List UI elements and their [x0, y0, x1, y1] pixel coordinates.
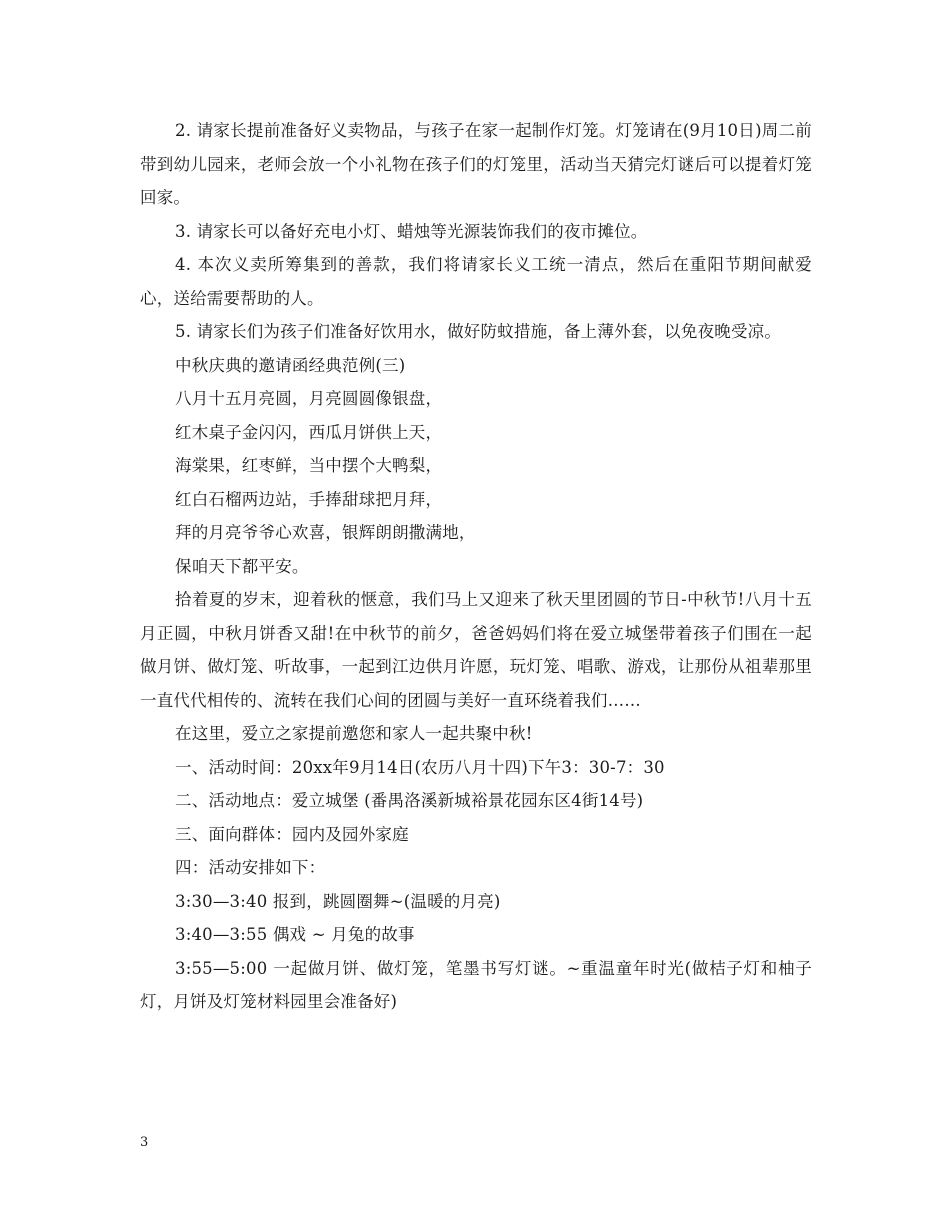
poem-line: 红木桌子金闪闪，西瓜月饼供上天， [175, 422, 443, 442]
schedule-heading: 四：活动安排如下： [175, 858, 326, 877]
poem-line: 拜的月亮爷爷心欢喜，银辉朗朗撒满地， [175, 523, 476, 542]
page-number: 3 [140, 1135, 149, 1150]
paragraph-item-5: 5. 请家长们为孩子们准备好饮用水，做好防蚊措施，备上薄外套，以免夜晚受凉。 [175, 322, 782, 341]
event-time: 一、活动时间：20xx年9月14日(农历八月十四)下午3：30-7：30 [175, 757, 665, 777]
poem-line: 红白石榴两边站，手捧甜球把月拜， [175, 489, 443, 509]
poem-line: 海棠果，红枣鲜，当中摆个大鸭梨， [175, 456, 443, 475]
intro-paragraph: 拾着夏的岁末，迎着秋的惬意，我们马上又迎来了秋天里团圆的节日-中秋节!八月十五月正圆，中秋月饼香又甜!在中秋节的前夕，爸爸妈妈们将在爱立城堡带着孩子们围在一起做月饼、做灯笼、听故事，一起到江边供月许愿，玩灯笼、唱歌、游戏，让那份从祖辈那里一直代代相传的、流转在我们心间的团圆与美好一直环绕着我们…… [140, 590, 812, 710]
event-location: 二、活动地点：爱立城堡 (番禺洛溪新城裕景花园东区4街14号) [175, 791, 644, 810]
schedule-item: 3:55—5:00 一起做月饼、做灯笼，笔墨书写灯谜。~重温童年时光(做桔子灯和柚子灯，月饼及灯笼材料园里会准备好) [140, 958, 812, 1011]
section-heading: 中秋庆典的邀请函经典范例(三) [175, 355, 406, 375]
paragraph-item-3: 3. 请家长可以备好充电小灯、蜡烛等光源装饰我们的夜市摊位。 [175, 221, 648, 241]
paragraph-item-2: 2. 请家长提前准备好义卖物品，与孩子在家一起制作灯笼。灯笼请在(9月10日)周二前带到幼儿园来，老师会放一个小礼物在孩子们的灯笼里，活动当天猜完灯谜后可以提着灯笼回家。 [140, 121, 812, 207]
paragraph-item-4: 4. 本次义卖所筹集到的善款，我们将请家长义工统一清点，然后在重阳节期间献爱心，送给需要帮助的人。 [140, 255, 812, 308]
poem-line: 保咱天下都平安。 [175, 556, 309, 576]
schedule-item: 3:30—3:40 报到，跳圆圈舞~(温暖的月亮) [175, 891, 501, 911]
poem-line: 八月十五月亮圆，月亮圆圆像银盘， [175, 389, 443, 408]
invitation-line: 在这里，爱立之家提前邀您和家人一起共聚中秋! [175, 724, 533, 743]
schedule-item: 3:40—3:55 偶戏 ~ 月兔的故事 [175, 925, 415, 944]
event-audience: 三、面向群体：园内及园外家庭 [175, 824, 409, 844]
document-body [140, 114, 812, 1019]
